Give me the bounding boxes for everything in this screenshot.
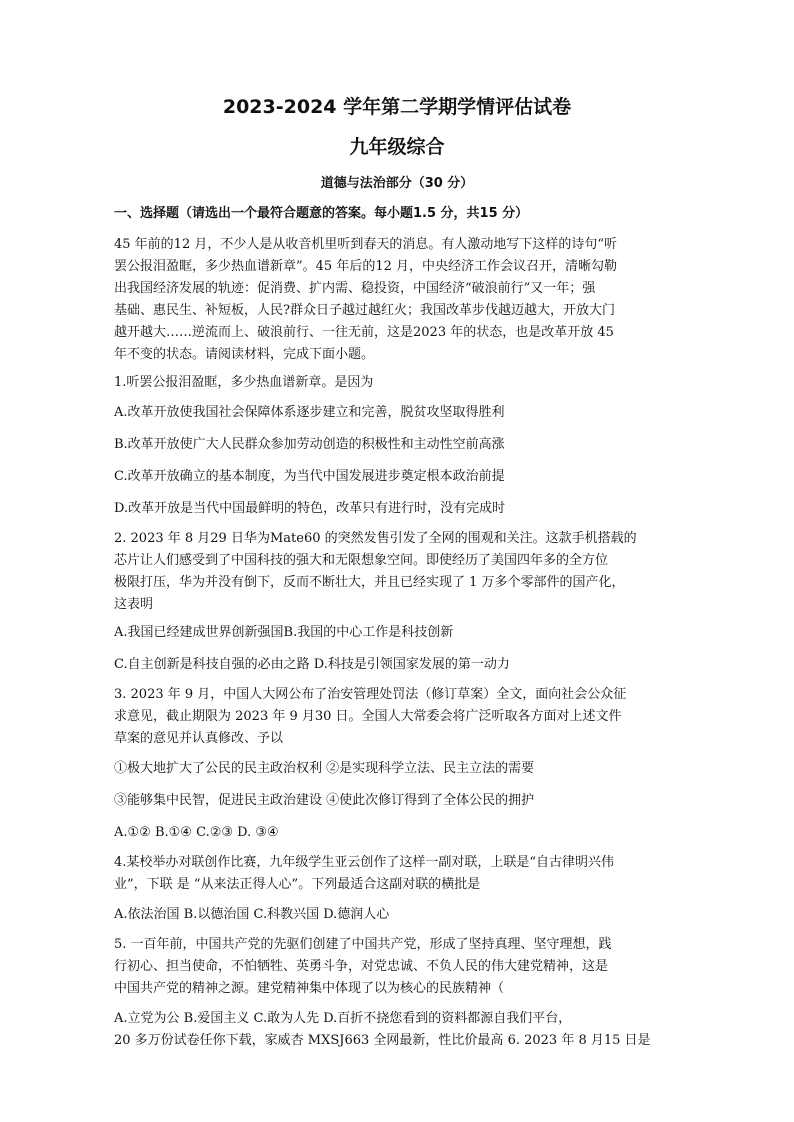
question-1-option-d: D.改革开放是当代中国最鲜明的特色，改革只有进行时，没有完成时 (114, 501, 506, 516)
question-4-choices: A.依法治国 B.以德治国 C.科教兴国 D.德润人心 (114, 907, 390, 922)
question-5-line: 行初心、担当使命，不怕牺牲、英勇斗争，对党忠诚、不负人民的伟大建党精神，这是 (114, 959, 609, 974)
question-2-line: 极限打压，华为并没有倒下，反而不断壮大，并且已经实现了 1 万多个零部件的国产化， (114, 575, 625, 590)
passage-line: 45 年前的12 月，不少人是从收音机里听到春天的消息。有人激动地写下这样的诗句“听 (114, 237, 617, 252)
question-3-line: 3. 2023 年 9 月，中国人大网公布了治安管理处罚法（修订草案）全文，面向社会公众征 (114, 687, 627, 702)
exam-subtitle: 九年级综合 (349, 136, 445, 158)
question-3-line: 草案的意见并认真修改、予以 (114, 731, 284, 746)
question-5-line: 5. 一百年前，中国共产党的先驱们创建了中国共产党，形成了坚持真理、坚守理想，践 (114, 937, 612, 952)
question-1-option-b: B.改革开放使广大人民群众参加劳动创造的积极性和主动性空前高涨 (114, 437, 505, 452)
question-4-line: 业”，下联 是 “从来法正得人心”。下列最适合这副对联的横批是 (114, 877, 481, 892)
question-3-line: 求意见，截止期限为 2023 年 9 月30 日。全国人大常委会将广泛听取各方面对上述文件 (114, 709, 622, 724)
question-2-options-cd: C.自主创新是科技自强的必由之路 D.科技是引领国家发展的第一动力 (114, 657, 510, 672)
question-4-line: 4.某校举办对联创作比赛，九年级学生亚云创作了这样一副对联，上联是“自古律明兴伟 (114, 855, 615, 870)
question-2-line: 2. 2023 年 8 月29 日华为Mate60 的突然发售引发了全网的围观和关注。这款手机搭载的 (114, 531, 637, 546)
section-part-title: 道德与法治部分（30 分） (320, 176, 474, 191)
question-3-statements-34: ③能够集中民智，促进民主政治建设 ④使此次修订得到了全体公民的拥护 (114, 793, 535, 808)
passage-line: 越开越大……逆流而上、破浪前行、一往无前，这是2023 年的状态，也是改革开放 45 (114, 325, 614, 340)
question-1-option-c: C.改革开放确立的基本制度，为当代中国发展进步奠定根本政治前提 (114, 469, 505, 484)
exam-title: 2023-2024 学年第二学期学情评估试卷 (222, 96, 572, 118)
passage-line: 基础、惠民生、补短板，人民?群众日子越过越红火；我国改革步伐越迈越大，开放大门 (114, 303, 615, 318)
passage-line: 年不变的状态。请阅读材料，完成下面小题。 (114, 347, 375, 362)
question-3-statements-12: ①极大地扩大了公民的民主政治权利 ②是实现科学立法、民主立法的需要 (114, 761, 535, 776)
question-1-stem: 1.听罢公报泪盈眶，多少热血谱新章。是因为 (114, 375, 374, 390)
section-heading: 一、选择题（请选出一个最符合题意的答案。每小题1.5 分，共15 分） (114, 206, 529, 221)
question-5-choices: A.立党为公 B.爱国主义 C.敢为人先 D.百折不挠您看到的资料都源自我们平台， (114, 1011, 572, 1026)
question-2-options-ab: A.我国已经建成世界创新强国B.我国的中心工作是科技创新 (114, 625, 454, 640)
question-5-line: 中国共产党的精神之源。建党精神集中体现了以为核心的民族精神（ (114, 981, 505, 996)
passage-line: 出我国经济发展的轨迹：促消费、扩内需、稳投资，中国经济“破浪前行”又一年；强 (114, 281, 596, 296)
footer-promo-line: 20 多万份试卷任你下载，家威杏 MXSJ663 全网最新，性比价最高 6. 2023 年 8 月15 日是 (114, 1033, 651, 1048)
question-3-choices: A.①② B.①④ C.②③ D. ③④ (114, 825, 279, 840)
question-1-option-a: A.改革开放使我国社会保障体系逐步建立和完善，脱贫攻坚取得胜利 (114, 405, 505, 420)
passage-line: 罢公报泪盈眶，多少热血谱新章”。45 年后的12 月，中央经济工作会议召开，清晰勾勒 (114, 259, 617, 274)
question-2-line: 这表明 (114, 597, 154, 612)
question-2-line: 芯片让人们感受到了中国科技的强大和无限想象空间。即使经历了美国四年多的全方位 (114, 553, 609, 568)
